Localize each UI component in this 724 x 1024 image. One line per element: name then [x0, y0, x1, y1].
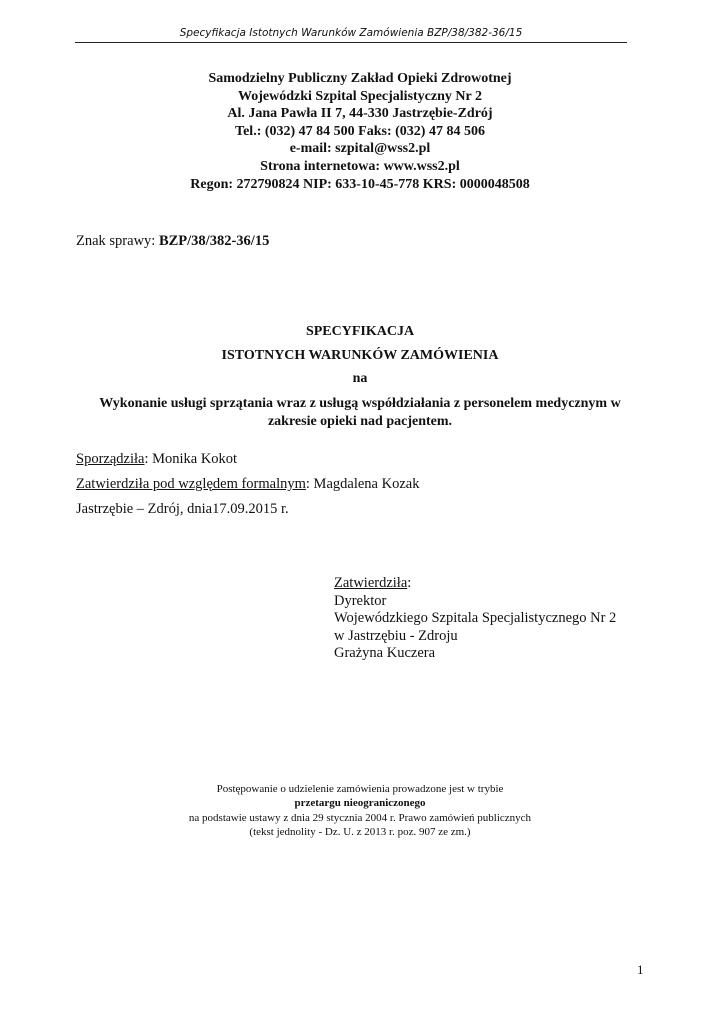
formal-approval — [76, 476, 419, 493]
approval-label: Zatwierdziła — [334, 575, 408, 591]
institution-name-line2: Wojewódzki Szpital Specjalistyczny Nr 2 — [238, 88, 482, 104]
institution-phone-fax: Tel.: (032) 47 84 500 Faks: (032) 47 84 506 — [235, 123, 485, 139]
approval-line4: Grażyna Kuczera — [334, 645, 436, 661]
institution-name-line1: Samodzielny Publiczny Zakład Opieki Zdrowotnej — [208, 71, 512, 86]
title-subject: Wykonanie usługi sprzątania wraz z usługą współdziałania z personelem medycznym w zakresie opieki nad pacjentem. — [99, 396, 621, 429]
approval-block — [334, 575, 616, 663]
prepared-by — [76, 451, 237, 468]
page-number: 1 — [637, 962, 644, 977]
approval-colon: : — [407, 575, 412, 591]
institution-registry: Regon: 272790824 NIP: 633-10-45-778 KRS: 0000048508 — [190, 176, 530, 192]
case-number-value: BZP/38/382-36/15 — [158, 233, 270, 249]
institution-address: Al. Jana Pawła II 7, 44-330 Jastrzębie-Zdrój — [227, 106, 493, 122]
approval-line1: Dyrektor — [334, 592, 387, 609]
prepared-by-name: : Monika Kokot — [144, 451, 238, 467]
institution-website: Strona internetowa: www.wss2.pl — [260, 158, 460, 174]
case-number-label: Znak sprawy: — [76, 233, 159, 249]
procedure-line1: Postępowanie o udzielenie zamówienia prowadzone jest w trybie — [216, 783, 504, 795]
procedure-line4: (tekst jednolity - Dz. U. z 2013 r. poz. 907 ze zm.) — [249, 826, 471, 839]
place-date: Jastrzębie – Zdrój, dnia17.09.2015 r. — [76, 501, 289, 517]
procedure-line3: na podstawie ustawy z dnia 29 stycznia 2004 r. Prawo zamówień publicznych — [188, 811, 532, 824]
approval-line3: w Jastrzębiu - Zdroju — [334, 627, 458, 644]
institution-email: e-mail: szpital@wss2.pl — [289, 141, 431, 157]
title-line2: ISTOTNYCH WARUNKÓW ZAMÓWIENIA — [221, 348, 499, 363]
approval-line2: Wojewódzkiego Szpitala Specjalistycznego Nr 2 — [334, 610, 617, 626]
prepared-by-label: Sporządziła — [76, 451, 145, 467]
header-rule — [75, 42, 627, 43]
institution-block — [75, 70, 645, 193]
running-header: Specyfikacja Istotnych Warunków Zamówienia BZP/38/382-36/15 — [179, 27, 523, 39]
procedure-note — [75, 782, 645, 840]
formal-approval-label: Zatwierdziła pod względem formalnym — [76, 476, 306, 492]
title-line1: SPECYFIKACJA — [305, 324, 415, 339]
title-line3: na — [352, 371, 368, 386]
formal-approval-name: : Magdalena Kozak — [305, 476, 420, 492]
procedure-line2: przetargu nieograniczonego — [294, 797, 426, 810]
case-number — [76, 233, 269, 250]
